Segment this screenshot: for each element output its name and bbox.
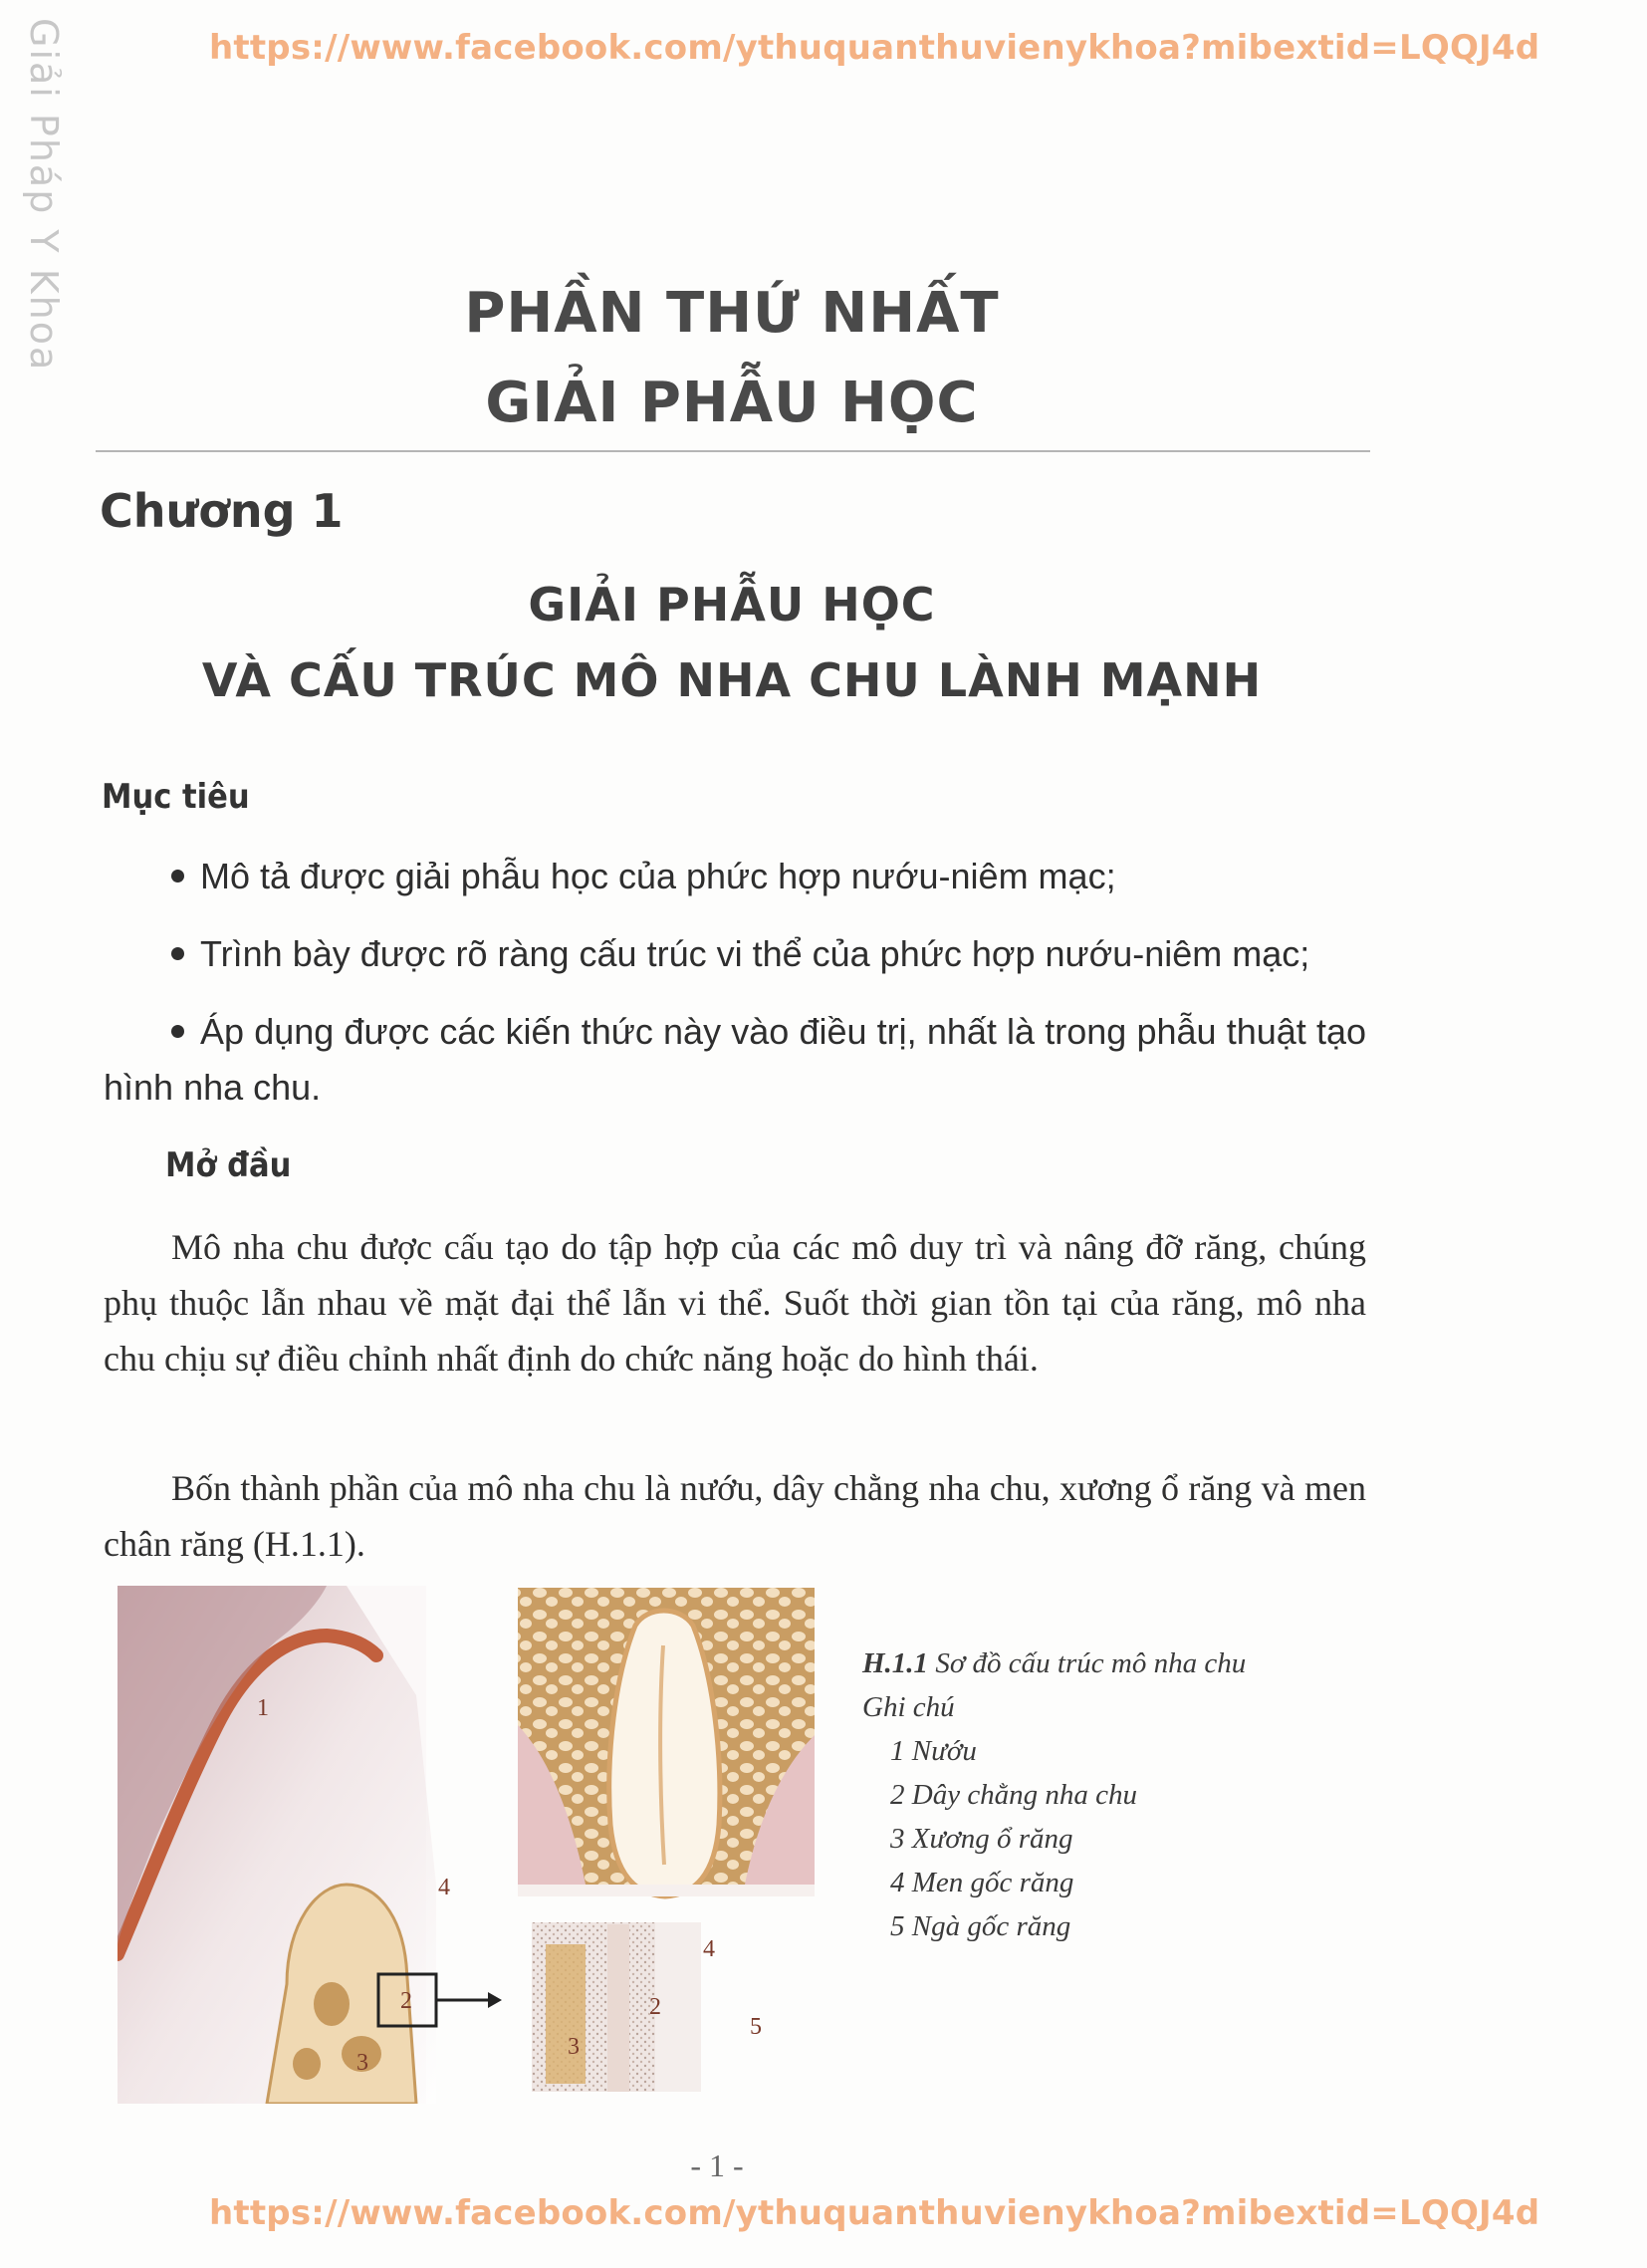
objectives-heading: Mục tiêu — [102, 777, 250, 817]
header-url-watermark: https://www.facebook.com/ythuquanthuvienykhoa?mibextid=LQQJ4d — [209, 28, 1540, 68]
magnified-detail-panel — [532, 1922, 701, 2092]
legend-item: 3 Xương ổ răng — [890, 1823, 1073, 1855]
part-title-line2: GIẢI PHẪU HỌC — [485, 371, 979, 435]
intro-paragraph: Bốn thành phần của mô nha chu là nướu, dây chằng nha chu, xương ổ răng và men chân răng (H.1.1). — [104, 1468, 1366, 1564]
figure-label: 5 — [750, 2014, 762, 2040]
title-divider — [96, 450, 1370, 452]
chapter-label: Chương 1 — [100, 484, 344, 538]
objective-text: Áp dụng được các kiến thức này vào điều trị, nhất là trong phẫu thuật tạo hình nha chu. — [104, 1011, 1366, 1108]
objective-item — [171, 926, 1309, 982]
chapter-title-line2: VÀ CẤU TRÚC MÔ NHA CHU LÀNH MẠNH — [201, 653, 1263, 707]
tooth-alveolus-panel — [518, 1588, 815, 1896]
figure-label: 2 — [649, 1994, 661, 2020]
objective-text: Mô tả được giải phẫu học của phức hợp nướu-niêm mạc; — [200, 856, 1116, 896]
caption-title — [862, 1641, 1246, 1685]
legend-heading: Ghi chú — [862, 1691, 955, 1723]
legend-item: 5 Ngà gốc răng — [890, 1910, 1071, 1942]
figure-label: 3 — [356, 2050, 368, 2076]
figure-label: 1 — [257, 1695, 269, 1721]
figure-caption — [862, 1641, 1246, 1948]
periodontium-figure — [118, 1586, 815, 2104]
periodontium-illustration — [118, 1586, 815, 2104]
legend-item: 2 Dây chằng nha chu — [890, 1779, 1138, 1811]
intro-heading: Mở đầu — [165, 1145, 292, 1185]
chapter-title-line1: GIẢI PHẪU HỌC — [528, 578, 936, 631]
side-watermark: Giải Pháp Y Khoa — [22, 18, 66, 373]
objective-item — [171, 849, 1116, 904]
objective-text: Trình bày được rõ ràng cấu trúc vi thể của phức hợp nướu-niêm mạc; — [200, 933, 1310, 974]
page-number: - 1 - — [690, 2147, 744, 2183]
footer-url-watermark: https://www.facebook.com/ythuquanthuvienykhoa?mibextid=LQQJ4d — [209, 2193, 1540, 2233]
figure-label: 2 — [400, 1988, 412, 2014]
gingiva-section-panel — [118, 1586, 502, 2104]
caption-title-text: Sơ đồ cấu trúc mô nha chu — [935, 1647, 1247, 1679]
figure-label: 4 — [438, 1875, 450, 1900]
bullet-icon — [171, 1025, 184, 1038]
bullet-icon — [171, 947, 184, 960]
bullet-icon — [171, 870, 184, 882]
caption-figure-number: H.1.1 — [862, 1647, 929, 1679]
intro-paragraph: Mô nha chu được cấu tạo do tập hợp của các mô duy trì và nâng đỡ răng, chúng phụ thuộc lẫn nhau về mặt đại thể lẫn vi thể. Suốt thời gian tồn tại của răng, mô nha chu chịu sự điều chỉnh nhất định do chức năng hoặc do hình thái. — [104, 1227, 1366, 1379]
legend-item: 4 Men gốc răng — [890, 1867, 1074, 1898]
figure-label: 4 — [703, 1936, 715, 1962]
part-title-line1: PHẦN THỨ NHẤT — [464, 281, 1000, 346]
figure-label: 3 — [568, 2034, 580, 2060]
legend-item: 1 Nướu — [890, 1735, 977, 1767]
objective-item — [104, 1004, 1366, 1116]
